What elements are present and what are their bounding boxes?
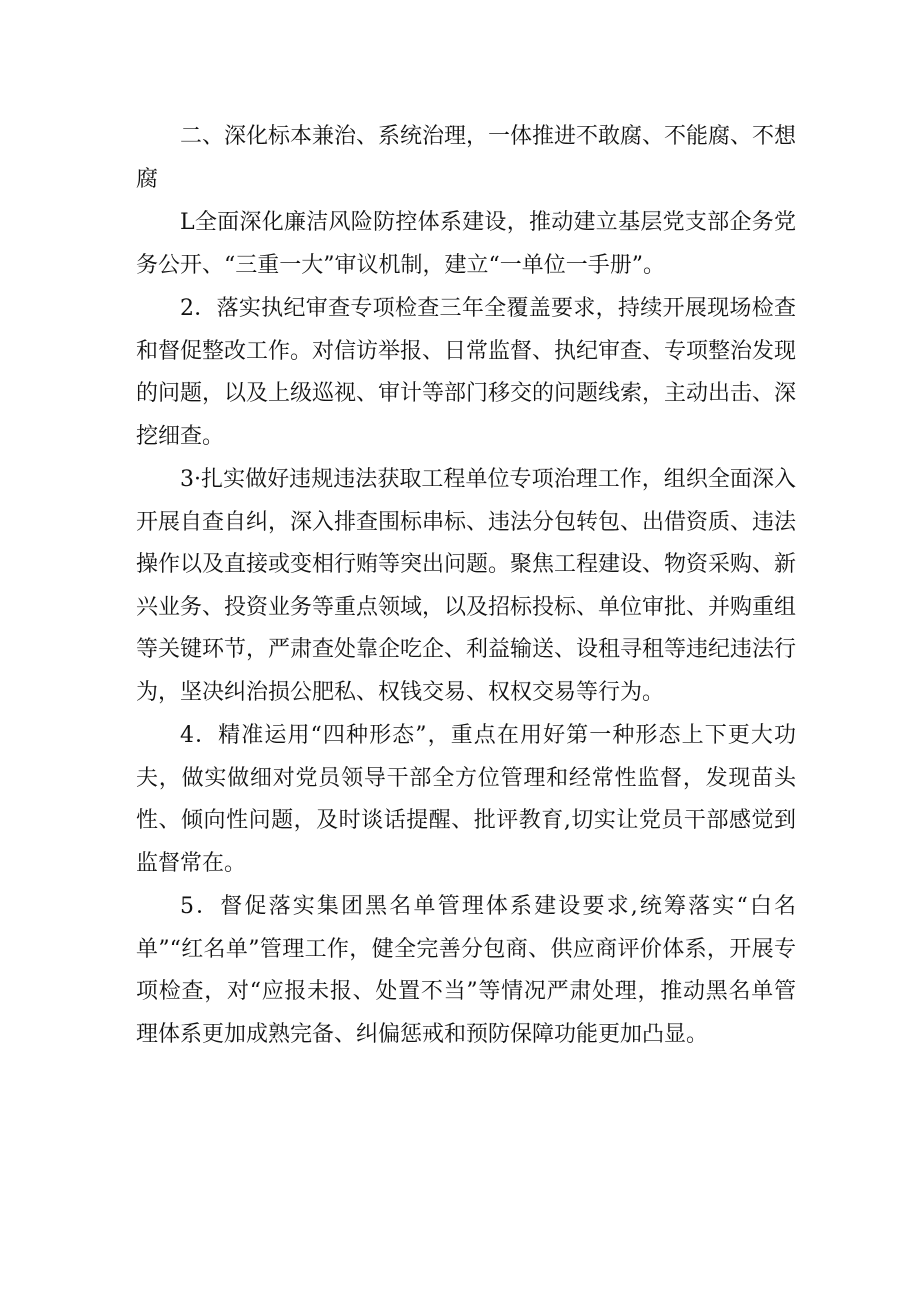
paragraph-1: L全面深化廉洁风险防控体系建设，推动建立基层党支部企务党务公开、“三重一大”审议机制，建立“一单位一手册”。 bbox=[136, 210, 796, 278]
paragraph-4: 4．精准运用“四种形态”，重点在用好第一种形态上下更大功夫，做实做细对党员领导干部全方位管理和经常性监督，发现苗头性、倾向性问题，及时谈话提醒、批评教育,切实让党员干部感觉到监督常在。 bbox=[136, 723, 796, 876]
paragraph-5: 5．督促落实集团黑名单管理体系建设要求,统筹落实“白名单”“红名单”管理工作，健全完善分包商、供应商评价体系，开展专项检查，对“应报未报、处置不当”等情况严肃处理，推动黑名单管理体系更加成熟完备、纠偏惩戒和预防保障功能更加凸显。 bbox=[136, 894, 796, 1047]
paragraph-3: 3·扎实做好违规违法获取工程单位专项治理工作，组织全面深入开展自查自纠，深入排查围标串标、违法分包转包、出借资质、违法操作以及直接或变相行贿等突出问题。聚焦工程建设、物资采购、新兴业务、投资业务等重点领域，以及招标投标、单位审批、并购重组等关键环节，严肃查处靠企吃企、利益输送、设租寻租等违纪违法行为，坚决纠治损公肥私、权钱交易、权权交易等行为。 bbox=[136, 467, 797, 705]
paragraph-2: 2．落实执纪审查专项检查三年全覆盖要求，持续开展现场检查和督促整改工作。对信访举报、日常监督、执纪审查、专项整治发现的问题，以及上级巡视、审计等部门移交的问题线索，主动出击、深挖细查。 bbox=[136, 296, 797, 449]
document-page bbox=[136, 116, 796, 1057]
section-heading: 二、深化标本兼治、系统治理，一体推进不敢腐、不能腐、不想腐 bbox=[136, 124, 797, 192]
